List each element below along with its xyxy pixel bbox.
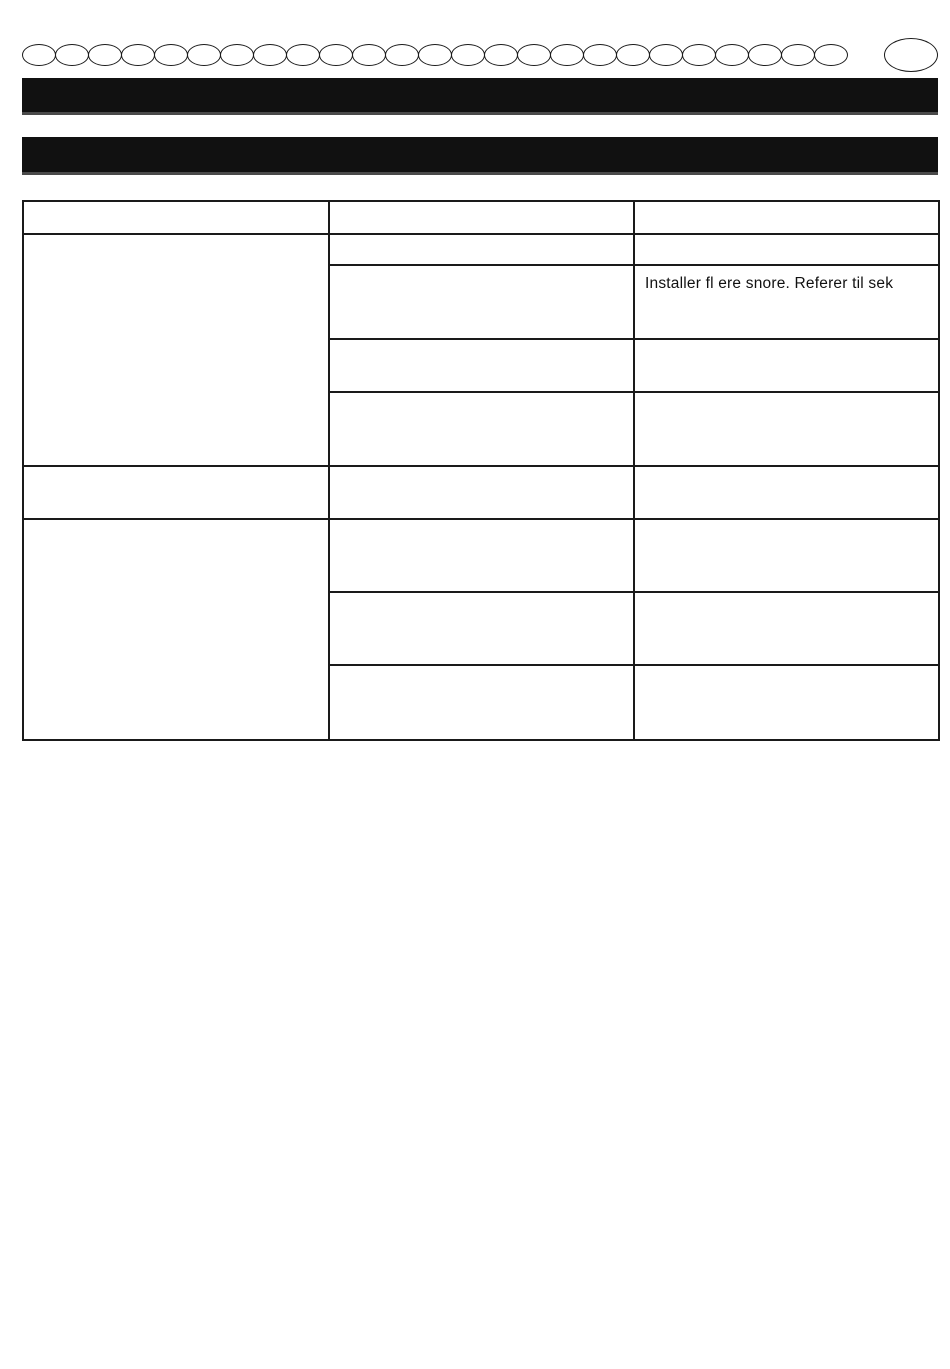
table-row — [23, 519, 939, 592]
language-tab[interactable] — [286, 44, 320, 66]
cause-cell — [329, 466, 634, 519]
language-tab[interactable] — [517, 44, 551, 66]
language-tab[interactable] — [748, 44, 782, 66]
language-tab[interactable] — [484, 44, 518, 66]
language-tab[interactable] — [385, 44, 419, 66]
language-tab[interactable] — [418, 44, 452, 66]
language-tab[interactable] — [814, 44, 848, 66]
remedy-cell — [634, 592, 939, 665]
language-tab[interactable] — [583, 44, 617, 66]
cause-cell — [329, 339, 634, 392]
section-header-bar — [22, 78, 938, 115]
header-cause — [329, 201, 634, 234]
table-row — [23, 234, 939, 265]
header-remedy — [634, 201, 939, 234]
cause-cell — [329, 592, 634, 665]
language-tab[interactable] — [451, 44, 485, 66]
language-tab[interactable] — [319, 44, 353, 66]
language-tab[interactable] — [187, 44, 221, 66]
language-tab[interactable] — [121, 44, 155, 66]
language-tab[interactable] — [649, 44, 683, 66]
language-tab[interactable] — [616, 44, 650, 66]
remedy-cell — [634, 392, 939, 466]
table-header-row — [23, 201, 939, 234]
language-tab[interactable] — [220, 44, 254, 66]
remedy-cell — [634, 665, 939, 740]
cause-cell — [329, 265, 634, 339]
cause-cell — [329, 392, 634, 466]
language-tab[interactable] — [22, 44, 56, 66]
problem-cell — [23, 466, 329, 519]
remedy-cell — [634, 234, 939, 265]
language-tab[interactable] — [682, 44, 716, 66]
cause-cell — [329, 234, 634, 265]
language-tab[interactable] — [55, 44, 89, 66]
language-tab[interactable] — [550, 44, 584, 66]
table-row — [23, 466, 939, 519]
language-selector — [22, 38, 938, 74]
remedy-cell: Installer fl ere snore. Referer til sek — [634, 265, 939, 339]
problem-cell — [23, 519, 329, 740]
problem-cell — [23, 234, 329, 466]
cause-cell — [329, 519, 634, 592]
language-tab[interactable] — [715, 44, 749, 66]
language-tab[interactable] — [154, 44, 188, 66]
language-tab[interactable] — [352, 44, 386, 66]
language-tab[interactable] — [781, 44, 815, 66]
remedy-cell — [634, 466, 939, 519]
remedy-cell — [634, 339, 939, 392]
troubleshooting-table — [22, 200, 940, 741]
remedy-cell — [634, 519, 939, 592]
table-title-bar — [22, 137, 938, 175]
language-tab-active[interactable] — [884, 38, 938, 72]
header-problem — [23, 201, 329, 234]
language-tab[interactable] — [253, 44, 287, 66]
cause-cell — [329, 665, 634, 740]
language-tab[interactable] — [88, 44, 122, 66]
